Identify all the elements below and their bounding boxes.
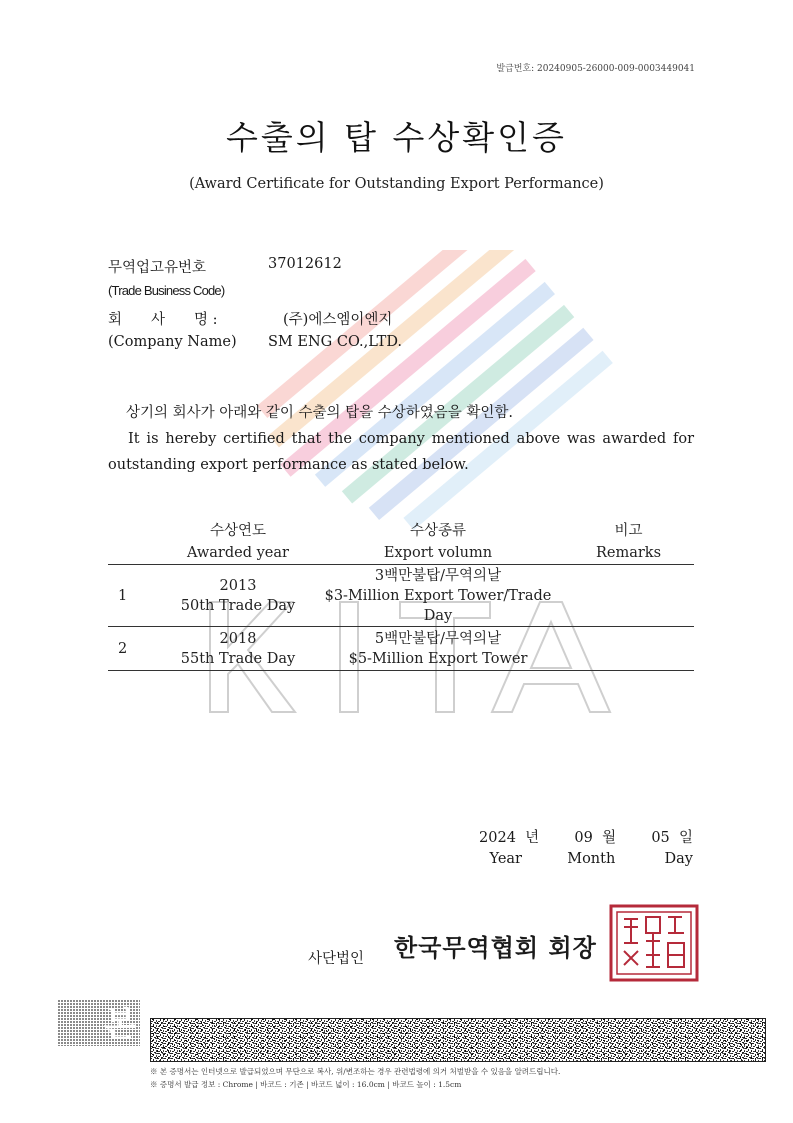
date-month-unit: 월 xyxy=(602,830,617,846)
2d-barcode xyxy=(150,1018,766,1062)
table-row xyxy=(108,565,694,627)
statement-english: It is hereby certified that the company mentioned above was awarded for outstanding export performance as stated below. xyxy=(108,431,694,473)
authenticity-mark-text: 본 xyxy=(103,1005,137,1045)
date-day-en: Day xyxy=(664,851,693,867)
trade-code-value: 37012612 xyxy=(268,256,342,272)
row-year: 2013 50th Trade Day xyxy=(180,577,296,614)
row-type: 5백만불탑/무역의날 $5-Million Export Tower xyxy=(348,630,528,667)
table-row xyxy=(108,627,694,671)
date-year-en: Year xyxy=(489,851,522,867)
awards-table xyxy=(108,520,694,671)
company-name-label-en: (Company Name) xyxy=(108,334,237,350)
company-name-label: 회 사 명 : xyxy=(108,312,218,328)
date-year-unit: 년 xyxy=(525,830,540,846)
date-day: 05 xyxy=(651,830,670,846)
issue-number: 발급번호: 20240905-26000-009-0003449041 xyxy=(496,64,695,74)
issue-date-en xyxy=(490,851,693,867)
date-month: 09 xyxy=(574,830,593,846)
page-title: 수출의 탑 수상확인증 xyxy=(226,118,567,157)
date-month-en: Month xyxy=(567,851,616,867)
authenticity-mark xyxy=(58,1000,140,1046)
header-year: 수상연도 Awarded year xyxy=(187,523,289,561)
trade-code-label-en: (Trade Business Code) xyxy=(108,283,225,298)
page-subtitle: (Award Certificate for Outstanding Export Performance) xyxy=(189,176,604,192)
row-type: 3백만불탑/무역의날 $3-Million Export Tower/Trade Day xyxy=(324,567,552,624)
footer-issue-info: ※ 증명서 발급 정보 : Chrome | 바코드 : 기존 | 바코드 넓이 : 16.0cm | 바코드 높이 : 1.5cm xyxy=(150,1080,462,1089)
official-seal xyxy=(608,903,700,983)
company-name-en: SM ENG CO.,LTD. xyxy=(268,334,403,350)
issuer-name: 한국무역협회 회장 xyxy=(394,934,597,962)
issue-date xyxy=(479,826,693,847)
header-type: 수상종류 Export volumn xyxy=(383,523,493,561)
trade-code-label: 무역업고유번호 xyxy=(108,260,207,276)
row-remarks xyxy=(563,627,694,671)
row-number: 1 xyxy=(118,587,128,604)
watermark-kita-text: KITA xyxy=(408,720,412,721)
table-header-row xyxy=(108,520,694,565)
row-number: 2 xyxy=(118,640,128,657)
footer-notice: ※ 본 증명서는 인터넷으로 발급되었으며 무단으로 복사, 위/변조하는 경우 관련법령에 의거 처벌받을 수 있음을 알려드립니다. xyxy=(150,1067,561,1076)
watermark-stripes xyxy=(255,250,615,550)
company-name-ko: (주)에스엠이엔지 xyxy=(283,312,393,328)
date-year: 2024 xyxy=(479,830,516,846)
header-remarks: 비고 Remarks xyxy=(595,523,662,561)
issuer-prefix: 사단법인 xyxy=(308,951,365,967)
statement-korean: 상기의 회사가 아래와 같이 수출의 탑을 수상하였음을 확인함. xyxy=(126,405,514,421)
date-day-unit: 일 xyxy=(678,830,693,846)
row-remarks xyxy=(563,565,694,627)
row-year: 2018 55th Trade Day xyxy=(180,630,296,667)
